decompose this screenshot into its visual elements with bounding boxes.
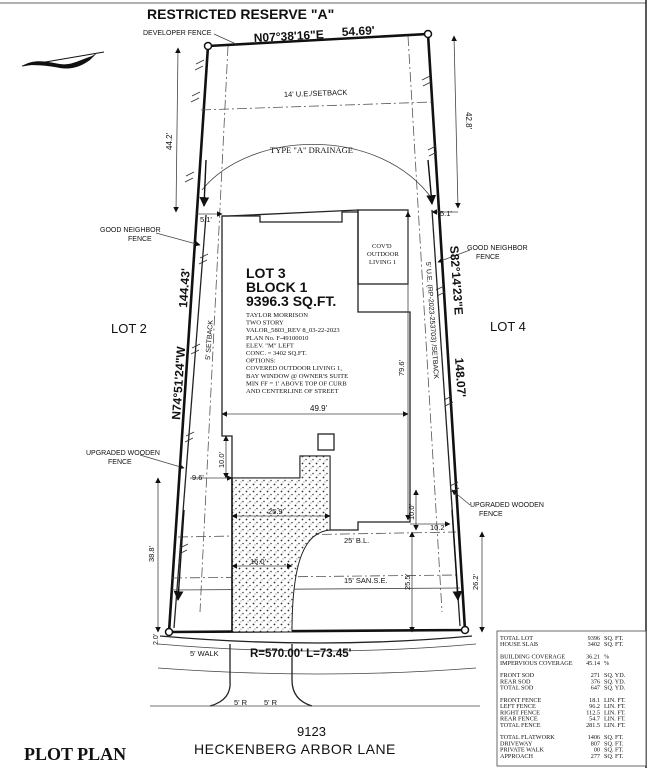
summary-label: TOTAL LOT: [500, 635, 534, 642]
lot-detail-line: CONC. = 3402 SQ.FT.: [246, 350, 307, 357]
lot-detail-line: TWO STORY: [246, 319, 284, 327]
bay-window-box: [318, 434, 334, 450]
summary-unit: LIN. FT.: [604, 697, 626, 704]
summary-unit: %: [604, 653, 610, 661]
good-neighbor-left-line2: FENCE: [128, 236, 152, 243]
dim-10-0-right-label: 10.0': [407, 503, 416, 520]
lot-4-label: LOT 4: [490, 319, 526, 334]
curb-return-left: [210, 680, 230, 706]
corner-monument-ne: [425, 31, 432, 38]
summary-value: 281.5: [586, 721, 600, 729]
ue-setback-top-label: 14' U.E./SETBACK: [283, 87, 348, 99]
front-setback-thin: [172, 588, 460, 590]
lot-details: [246, 312, 348, 395]
dim-10-2-label: 10.2': [430, 523, 447, 532]
summary-unit: SQ. YD.: [604, 678, 626, 686]
dim-42-8-label: 42.8': [464, 112, 473, 130]
summary-label: HOUSE SLAB: [500, 641, 538, 649]
summary-unit: LIN. FT.: [604, 709, 626, 717]
summary-value: 00: [593, 746, 600, 754]
lot-detail-line: OPTIONS:: [246, 357, 276, 365]
dim-44-2-label: 44.2': [165, 132, 174, 150]
summary-value: 376: [590, 678, 600, 686]
summary-unit: LIN. FT.: [604, 703, 626, 711]
lot-detail-line: ELEV. "M" LEFT: [246, 342, 294, 350]
summary-unit: LIN. FT.: [604, 715, 626, 723]
summary-value: 1406: [587, 734, 600, 742]
leader-good-neighbor-left: [156, 233, 200, 245]
left-length-label: 144.43': [176, 267, 193, 309]
driveway-area: [232, 456, 330, 632]
right-bearing-label: S82°14'23"E: [447, 245, 466, 316]
leader-upgraded-right: [452, 490, 470, 505]
street-curb-curve: [160, 636, 472, 643]
curb-return-right: [292, 680, 312, 706]
summary-unit: %: [604, 659, 610, 667]
right-length-label: 148.07': [452, 357, 469, 398]
dim-5-1-right-label: 5.1': [440, 209, 452, 218]
lot-detail-line: VALOR_5803_REV 8_03-22-2023: [246, 327, 340, 335]
summary-label: REAR FENCE: [500, 715, 538, 723]
good-neighbor-left-line1: GOOD NEIGHBOR: [100, 227, 161, 234]
developer-fence-label: DEVELOPER FENCE: [143, 30, 212, 37]
summary-value: 18.1: [589, 697, 600, 704]
summary-unit: SQ. YD.: [604, 672, 626, 680]
lot-detail-line: PLAN No. F-49100010: [246, 334, 309, 342]
lot-area: 9396.3 SQ.FT.: [246, 293, 337, 309]
lot-detail-line: TAYLOR MORRISON: [246, 312, 309, 319]
north-arrow-icon: [22, 52, 104, 69]
top-length-label: 54.69': [341, 23, 376, 39]
summary-label: LEFT FENCE: [500, 703, 536, 711]
dim-10-0-left-label: 10.0': [217, 451, 226, 468]
dim-9-6-label: 9.6': [192, 473, 204, 482]
corner-monument-sw: [166, 629, 173, 636]
summary-unit: SQ. YD.: [604, 684, 626, 692]
arrow-right-top: [428, 160, 432, 204]
dim-25-5-label: 25.5': [403, 573, 412, 590]
upgraded-right-line1: UPGRADED WOODEN: [470, 502, 544, 509]
sanitary-easement-label: 15' SAN.S.E.: [344, 576, 388, 585]
summary-label: PRIVATE WALK: [500, 746, 544, 754]
walk-label: 5' WALK: [190, 649, 219, 658]
plot-plan-title: PLOT PLAN: [24, 744, 127, 764]
lot-detail-line: AND CENTERLINE OF STREET: [246, 388, 339, 395]
summary-value: 96.2: [589, 703, 600, 711]
address-number: 9123: [297, 724, 326, 739]
lot-2-label: LOT 2: [111, 321, 147, 336]
block-number: BLOCK 1: [246, 279, 308, 295]
summary-value: 271: [590, 672, 600, 680]
dim-16-0-label: 16.0': [250, 557, 267, 566]
summary-label: TOTAL FENCE: [500, 721, 541, 729]
summary-label: TOTAL SOD: [500, 684, 534, 692]
upgraded-left-line2: FENCE: [108, 459, 132, 466]
dim-25-9-label: 25.9': [268, 507, 285, 516]
lot-number: LOT 3: [246, 265, 286, 281]
building-line-label: 25' B.L.: [344, 536, 370, 545]
lot-detail-line: BAY WINDOW @ OWNER'S SUITE: [246, 372, 349, 380]
leader-developer-fence: [214, 34, 236, 44]
restricted-reserve-label: RESTRICTED RESERVE "A": [147, 6, 335, 22]
rear-ue-setback-line: [201, 102, 432, 110]
sanitary-easement-line: [172, 575, 460, 578]
radius-left-label: 5' R: [234, 698, 248, 707]
covd-line2: OUTDOOR: [367, 251, 399, 258]
summary-label: FRONT FENCE: [500, 697, 542, 704]
arrow-left-boundary: [178, 510, 184, 600]
summary-value: 277: [590, 752, 600, 760]
left-bearing-label: N74°51'24"W: [169, 346, 189, 421]
dim-79-6-label: 79.6': [397, 359, 406, 376]
summary-label: IMPERVIOUS COVERAGE: [500, 659, 573, 667]
good-neighbor-right-line2: FENCE: [476, 254, 500, 261]
summary-value: 45.14: [586, 659, 600, 667]
summary-unit: SQ. FT.: [604, 746, 624, 754]
radius-right-label: 5' R: [264, 698, 278, 707]
summary-unit: SQ. FT.: [604, 740, 624, 748]
summary-value: 647: [590, 684, 600, 692]
walk-line-bottom: [158, 668, 476, 674]
summary-label: BUILDING COVERAGE: [500, 653, 566, 661]
dim-49-9-label: 49.9': [310, 404, 328, 413]
summary-label: FRONT SOD: [500, 672, 535, 680]
summary-value: 807: [590, 740, 600, 748]
setback-right-label: 5' U.E. (RP-2023-253703) /SETBACK: [424, 261, 440, 380]
summary-unit: SQ. FT.: [604, 752, 624, 760]
drainage-label: TYPE "A" DRAINAGE: [270, 145, 353, 155]
covd-line1: COV'D: [372, 243, 392, 250]
summary-label: RIGHT FENCE: [500, 709, 540, 717]
summary-unit: LIN. FT.: [604, 721, 626, 729]
lot-detail-line: COVERED OUTDOOR LIVING 1,: [246, 365, 342, 373]
summary-value: 54.7: [589, 715, 600, 723]
dim-26-2-label: 26.2': [471, 573, 480, 590]
dim-2-0-label: 2.0': [153, 633, 160, 645]
summary-label: TOTAL FLATWORK: [500, 734, 555, 742]
covd-line3: LIVING 1: [369, 259, 397, 266]
arrow-left-top: [204, 160, 206, 206]
corner-monument-nw: [205, 43, 212, 50]
summary-label: REAR SOD: [500, 678, 531, 686]
setback-left-label: 5' SETBACK: [205, 319, 215, 361]
lot-detail-line: MIN FF = 1' ABOVE TOP OF CURB: [246, 380, 347, 388]
dim-44-2: [176, 48, 178, 212]
good-neighbor-right-line1: GOOD NEIGHBOR: [467, 245, 528, 252]
upgraded-left-line1: UPGRADED WOODEN: [86, 450, 160, 457]
summary-label: DRIVEWAY: [500, 740, 533, 748]
summary-value: 3402: [587, 641, 600, 649]
summary-unit: SQ. FT.: [604, 635, 624, 642]
summary-unit: SQ. FT.: [604, 734, 624, 742]
corner-monument-se: [462, 627, 469, 634]
dim-5-1-left-label: 5.1': [200, 215, 212, 224]
summary-unit: SQ. FT.: [604, 641, 624, 649]
summary-label: APPROACH: [500, 752, 534, 760]
summary-value: 112.5: [586, 709, 600, 717]
curve-data-label: R=570.00' L=73.45': [250, 648, 352, 660]
dim-38-8-label: 38.8': [147, 545, 156, 562]
summary-value: 36.21: [586, 653, 600, 661]
dim-42-8: [454, 36, 458, 208]
upgraded-right-line2: FENCE: [479, 511, 503, 518]
top-bearing-label: N07°38'16"E: [253, 27, 325, 45]
summary-value: 9396: [587, 635, 600, 642]
street-name: HECKENBERG ARBOR LANE: [194, 741, 396, 757]
